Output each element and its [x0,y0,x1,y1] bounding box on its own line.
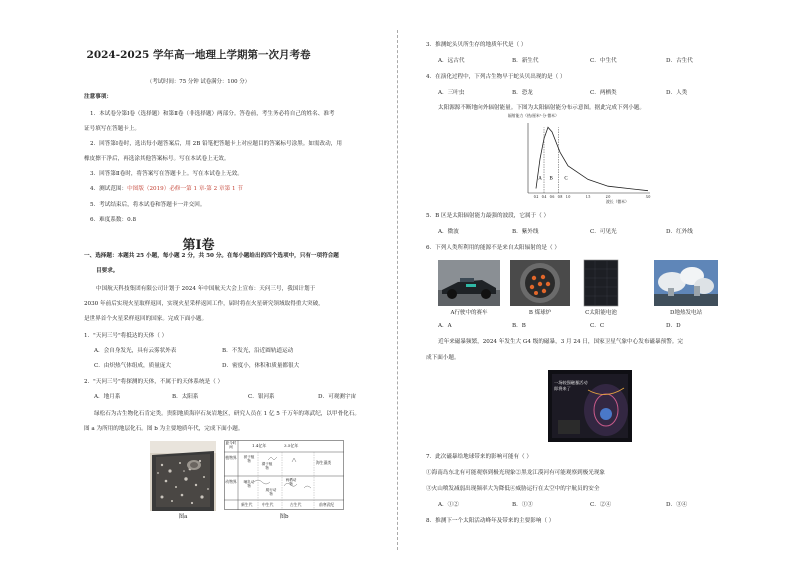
option-6d: D．D [666,323,681,329]
geologic-table [224,440,344,510]
notice-range: 4．测试范围：中图版（2019）必修一第 1 章-第 2 章第 1 节 [90,186,243,192]
solar-radiation-chart [508,113,658,207]
exam-subtitle: （考试时间：75 分钟 试卷满分：100 分） [146,79,251,85]
question-7: 7．此次磁暴给地球带来的影响可能有（ ） [426,454,533,460]
table-animal-1: 哺乳动物 [243,480,255,489]
notice-line: 2．回答第Ⅰ卷时，选出每小题答案后，用 2B 铅笔把答题卡上对应题目的答案标号涂黑。如需改动，用 [90,141,342,147]
table-plant-label: 植物界 [225,455,237,460]
x-tick-label: 0.2 [533,195,539,199]
photo-b-caption: B 煤球炉 [528,310,552,316]
notice-line: 证号填写在答题卡上。 [84,126,140,132]
notice-line: 1．本试卷分第Ⅰ卷（选择题）和第Ⅱ卷（非选择题）两部分。答卷前，考生务必将自己的姓名、准考 [90,111,335,117]
option-3b: B．新生代 [512,58,539,64]
option-2b: B．太阳系 [172,394,199,400]
magnetic-storm-photo [548,370,632,442]
section-title: 第Ⅰ卷 [182,238,215,253]
option-3a: A．远古代 [438,58,465,64]
x-tick-label: 0.8 [557,195,563,199]
photo-c-caption: C太阳能电池 [585,310,617,316]
notice-range-red: 中图版（2019）必修一第 1 章-第 2 章第 1 节 [127,186,243,192]
instruction-line: 一、选择题：本题共 25 小题，每小题 2 分，共 50 分。在每小题给出的四个选项中，只有一项符合题 [84,253,339,259]
fig-a-caption: 图a [178,514,188,520]
option-5d: D．红外线 [666,229,693,235]
table-period: 古生代 [290,502,302,507]
option-4b: B．恐龙 [512,90,533,96]
option-6c: C．C [590,323,605,329]
option-5b: B．紫外线 [512,229,539,235]
table-plant-1: 被子植物 [243,455,255,464]
passage-line: 2030 年前后实现火星取样返回，实现火星采样返回工作，届时将在火星研究领域取得重大突破， [84,301,324,307]
question-6: 6．下列人类所利用的能源不是来自太阳辐射的是（ ） [426,245,560,251]
table-plant-2: 裸子植物 [261,462,273,471]
photo-a-caption: A行驶中的赛车 [450,310,488,316]
option-2c: C．银河系 [248,394,275,400]
storm-photo-text-1: 一场较强磁暴活动 [554,380,588,385]
option-2a: A．地月系 [94,394,121,400]
storm-photo-text-2: 即将来了 [554,386,571,391]
option-7c: C．②④ [590,502,612,508]
x-tick-label: 0.6 [549,195,555,199]
option-1c: C．由炽热气体组成，质量庞大 [94,363,171,369]
question-4: 4．在演化过程中，下列古生物早于蛇头贝出现的是（ ） [426,74,566,80]
x-tick-label: 1.0 [565,195,571,199]
table-period: 前寒武纪 [319,502,335,507]
table-plant-3: 海生藻类 [316,460,332,465]
x-tick-label: 3.0 [645,195,651,199]
option-4c: C．两栖类 [590,90,617,96]
option-7a: A．①② [438,502,459,508]
question-8: 8．推测下一个太阳活动峰年及带来的主要影响（ ） [426,518,555,524]
notice-line: 6．难度系数：0.8 [90,217,137,223]
option-7d: D．③④ [666,502,688,508]
option-6b: B．B [512,323,526,329]
fig-b-caption: 图b [279,514,289,520]
passage-line: 太阳源源不断地向外辐射能量。下图为太阳辐射能分布示意图。据此完成下列小题。 [438,105,645,111]
photo-solar-panel [582,258,620,308]
geothermal-image [654,260,718,306]
column-divider [397,30,398,550]
option-3c: C．中生代 [590,58,617,64]
x-tick-label: 0.4 [541,195,547,199]
region-label: B [549,176,553,182]
table-time-1: 1.4亿年 [252,443,267,448]
table-time-2: 3.5亿年 [284,443,299,448]
passage-line: 成下面小题。 [426,355,460,361]
notice-line: 橡皮擦干净后，再选涂其他答案标号。写在本试卷上无效。 [84,156,230,162]
passage-line: 是世界首个火星采样返回的国家。完成下面小题。 [84,316,208,322]
question-5: 5．B 区是太阳辐射能力最强的波段，它属于（ ） [426,213,550,219]
coal-stove-image [510,260,570,306]
photo-d-caption: D地热发电站 [670,310,702,316]
table-animal-2: 爬行动物 [265,488,277,497]
option-7b: B．①③ [512,502,533,508]
fossil-rock-image [150,441,216,511]
notice-heading: 注意事项： [84,94,112,100]
table-time-label: 距今时间 [225,441,237,449]
option-3d: D．古生代 [666,58,693,64]
question-2: 2．"天问三号"将探测的天体，不属于的天体系统是（ ） [84,379,224,385]
chart-y-label: 辐射能力（热/厘米²·分·微米） [508,113,559,118]
table-period: 中生代 [262,502,274,507]
option-1a: A．会自身发光，具有云雾状外表 [94,348,177,354]
option-2d: D．可观测宇宙 [318,394,357,400]
photo-coal-stove [510,260,570,306]
table-animal-3: 两栖动物 [285,478,297,487]
fossil-photo [150,441,216,511]
option-6a: A．A [438,323,452,329]
passage-line: 图 a 为所用的地层化石。图 b 为主要地质年代，完成下面小题。 [84,426,244,432]
passage-line: 绿松石为古生物化石肯定类。贵阳地质海岸石灰岩地区，研究人员在 1 亿 5 千万年的寒武纪，以甲骨化石。 [94,411,360,417]
option-1d: D．密度小，体积和质量都很大 [222,363,300,369]
option-4d: D．人类 [666,90,688,96]
passage-line: 中国航天科技集团有限公司计划于 2024 年中国航天大会上宣布：天问三号，我国计划于 [96,286,316,292]
statement-line: ①海南岛东北有可能观察到极光现象②黑龙江漠河有可能观察到极光现象 [426,470,606,476]
solar-radiation-svg [508,113,658,207]
option-4a: A．三叶虫 [438,90,465,96]
statement-line: ③火山喷发减弱出现频率大为降低④威胁运行在太空中的宇航员的安全 [426,486,600,492]
question-1: 1．"天问三号"将抵达的天体（ ） [84,333,168,339]
photo-race-car [438,260,500,306]
notice-line: 3．回答第Ⅱ卷时，将答案写在答题卡上。写在本试卷上无效。 [90,171,243,177]
region-label: C [564,176,568,182]
instruction-line: 目要求。 [96,268,119,274]
region-label: A [538,176,542,182]
geologic-table-frame [224,440,344,510]
exam-title: 2024-2025 学年高一地理上学期第一次月考卷 [86,49,311,61]
solar-panel-image [582,258,620,308]
passage-line: 近年来磁暴频繁，2024 年发生大 G4 级的磁暴，3 月 24 日，国家卫星气象中心发布磁暴预警。完 [438,339,683,345]
notice-line: 5．考试结束后，将本试卷和答题卡一并交回。 [90,202,206,208]
option-1b: B．不发光，沿近圆轨道运动 [222,348,294,354]
photo-geothermal [654,260,718,306]
table-period: 新生代 [241,502,253,507]
x-tick-label: 1.5 [585,195,591,199]
option-5a: A．微波 [438,229,459,235]
chart-x-label: 波长（微米） [606,199,629,204]
option-5c: C．可见光 [590,229,617,235]
table-animal-label: 动物界 [225,479,237,484]
race-car-image [438,260,500,306]
x-tick-label: 2.0 [605,195,611,199]
question-3: 3．推测蛇头贝所生存的地质年代是（ ） [426,42,527,48]
